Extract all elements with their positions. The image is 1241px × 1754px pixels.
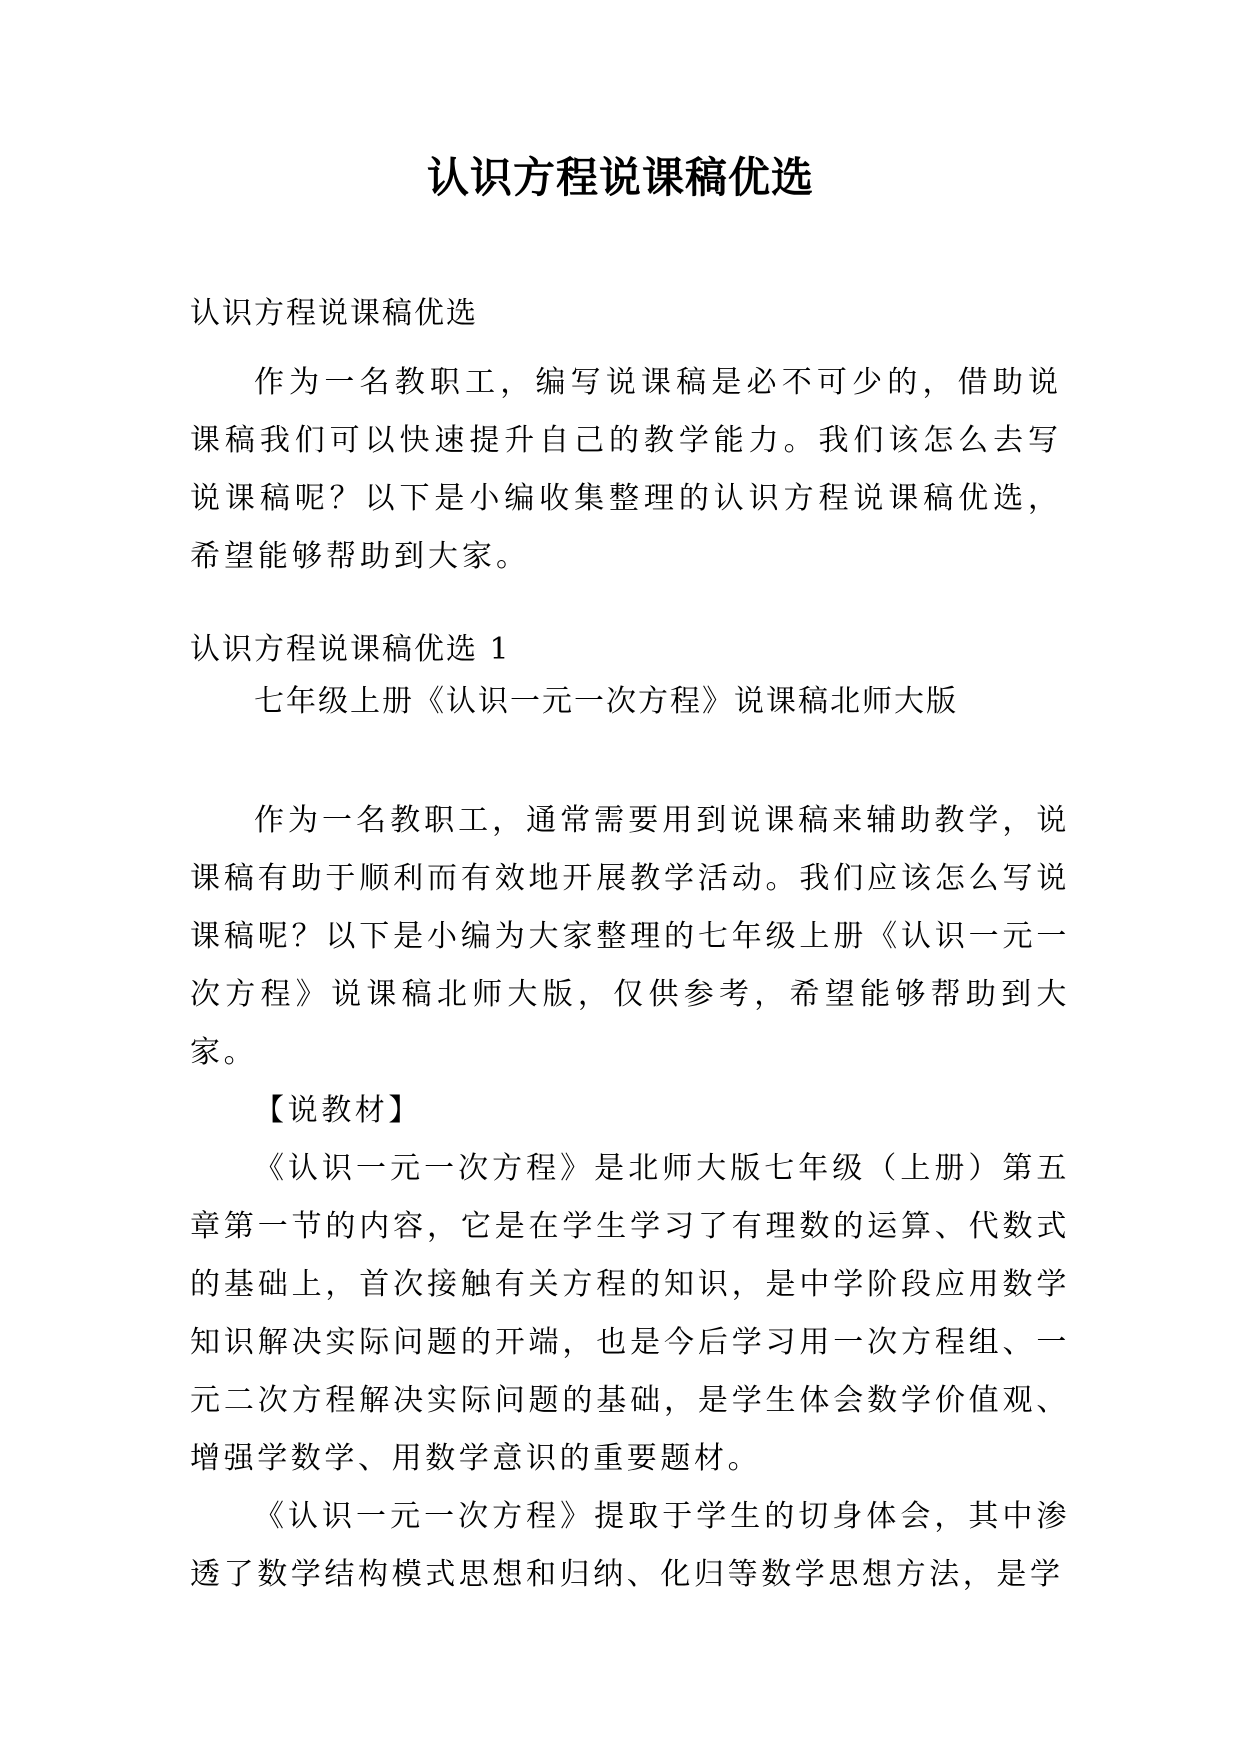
section-body [190,792,1070,1604]
body-paragraph: 《认识一元一次方程》提取于学生的切身体会，其中渗透了数学结构模式思想和归纳、化归等数学思想方法，是学 [190,1499,1070,1592]
section-label: 【说教材】 [254,1093,422,1128]
document-subtitle: 认识方程说课稿优选 [190,296,478,331]
lesson-title-line: 七年级上册《认识一元一次方程》说课稿北师大版 [254,684,958,719]
body-paragraph: 《认识一元一次方程》是北师大版七年级（上册）第五章第一节的内容，它是在学生学习了有理数的运算、代数式的基础上，首次接触有关方程的知识，是中学阶段应用数学知识解决实际问题的开端，也是今后学习用一次方程组、一元二次方程解决实际问题的基础，是学生体会数学价值观、增强学数学、用数学意识的重要题材。 [190,1151,1070,1476]
body-paragraph: 作为一名教职工，通常需要用到说课稿来辅助教学，说课稿有助于顺利而有效地开展教学活动。我们应该怎么写说课稿呢？以下是小编为大家整理的七年级上册《认识一元一次方程》说课稿北师大版，仅供参考，希望能够帮助到大家。 [190,803,1070,1070]
section-heading: 认识方程说课稿优选 1 [190,632,511,667]
document-title: 认识方程说课稿优选 [426,153,814,202]
intro-paragraph: 作为一名教职工，编写说课稿是必不可少的，借助说课稿我们可以快速提升自己的教学能力。我们该怎么去写说课稿呢？以下是小编收集整理的认识方程说课稿优选，希望能够帮助到大家。 [190,365,1062,574]
